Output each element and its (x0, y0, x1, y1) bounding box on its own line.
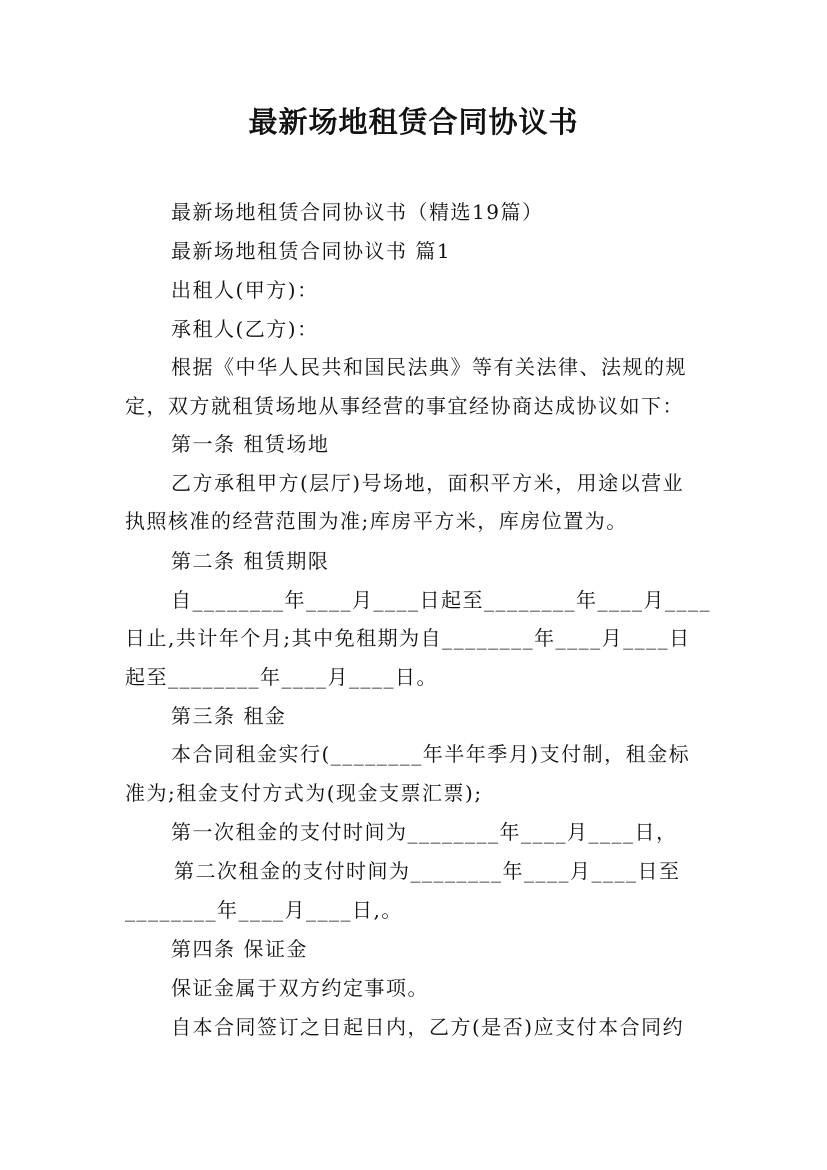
paragraph-line: 根据《中华人民共和国民法典》等有关法律、法规的规 (171, 355, 687, 379)
paragraph-line: 本合同租金实行(________年半年季月)支付制，租金标 (171, 742, 691, 766)
paragraph-line: ________年____月____日,。 (125, 898, 403, 922)
paragraph-line: 乙方承租甲方(层厅)号场地，面积平方米，用途以营业 (171, 471, 685, 495)
section-heading: 最新场地租赁合同协议书 篇1 (171, 239, 452, 263)
paragraph-line: 定，双方就租赁场地从事经营的事宜经协商达成协议如下： (125, 394, 684, 418)
paragraph-line: 准为;租金支付方式为(现金支票汇票); (125, 781, 483, 805)
doc-subtitle: 最新场地租赁合同协议书（精选19篇） (171, 200, 544, 224)
paragraph-line: 第一次租金的支付时间为________年____月____日， (171, 820, 678, 844)
lessee-line: 承租人(乙方)： (171, 317, 319, 341)
document-title: 最新场地租赁合同协议书 (248, 105, 579, 139)
paragraph-line: 执照核准的经营范围为准;库房平方米，库房位置为。 (125, 509, 628, 533)
article-heading: 第四条 保证金 (171, 937, 308, 961)
article-heading: 第三条 租金 (171, 704, 287, 728)
paragraph-line: 起至________年____月____日。 (125, 665, 438, 689)
article-heading: 第二条 租赁期限 (171, 549, 330, 573)
paragraph-line: 第二次租金的支付时间为________年____月____日至 (174, 859, 681, 883)
paragraph-line: 日止,共计年个月;其中免租期为自________年____月____日 (125, 626, 691, 650)
paragraph-line: 自本合同签订之日起日内，乙方(是否)应支付本合同约 (171, 1015, 685, 1039)
paragraph-line: 自________年____月____日起至________年____月____ (171, 588, 711, 612)
lessor-line: 出租人(甲方)： (171, 278, 319, 302)
paragraph-line: 保证金属于双方约定事项。 (171, 976, 429, 1000)
article-heading: 第一条 租赁场地 (171, 432, 330, 456)
